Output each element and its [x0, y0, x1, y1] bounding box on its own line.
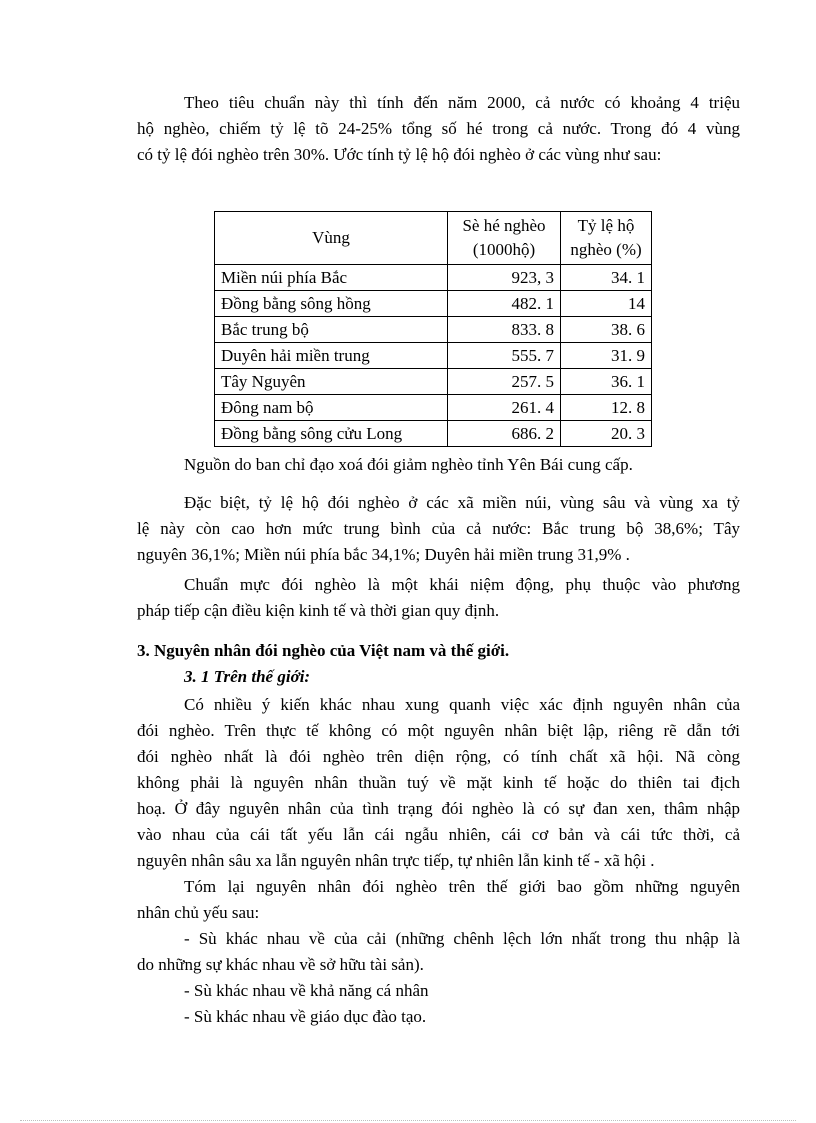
paragraph-standard: [137, 572, 740, 624]
table-row: [215, 343, 652, 369]
page-bottom-divider: [20, 1120, 796, 1121]
table-row: [215, 317, 652, 343]
cell-households: 833. 8: [448, 317, 561, 343]
text-line: Chuẩn mực đói nghèo là một khái niệm động, phụ thuộc vào phương: [184, 575, 740, 594]
text-line: đói nghèo nhất là đói nghèo trên diện rộng, có tính chất xã hội. Nã còng: [137, 747, 740, 766]
header-rate: [561, 212, 652, 265]
text-line: nguyên nhân sâu xa lẫn nguyên nhân trực tiếp, tự nhiên lẫn kinh tế - xã hội .: [137, 851, 655, 870]
table-row: [215, 369, 652, 395]
cell-households: 555. 7: [448, 343, 561, 369]
bullet-ability: - Sù khác nhau về khả năng cá nhân: [184, 981, 429, 1000]
bullet-wealth: [137, 926, 740, 978]
cell-households: 257. 5: [448, 369, 561, 395]
text-line: Có nhiều ý kiến khác nhau xung quanh việc xác định nguyên nhân của: [184, 695, 740, 714]
cell-rate: 34. 1: [561, 265, 652, 291]
text-line: do những sự khác nhau về sở hữu tài sản).: [137, 955, 424, 974]
cell-rate: 12. 8: [561, 395, 652, 421]
cell-region: Tây Nguyên: [215, 369, 448, 395]
cell-households: 923, 3: [448, 265, 561, 291]
cell-region: Bắc trung bộ: [215, 317, 448, 343]
header-rate-line1: Tỷ lệ hộ: [577, 216, 635, 235]
table-caption: Nguồn do ban chỉ đạo xoá đói giảm nghèo tỉnh Yên Bái cung cấp.: [184, 455, 633, 474]
text-line: Theo tiêu chuẩn này thì tính đến năm 2000, cả nước có khoảng 4 triệu: [184, 93, 740, 112]
text-line: đói nghèo. Trên thực tế không có một nguyên nhân biệt lập, riêng rẽ dẫn tới: [137, 721, 740, 740]
cell-region: Đồng bằng sông hồng: [215, 291, 448, 317]
text-line: - Sù khác nhau về của cải (những chênh lệch lớn nhất trong thu nhập là: [184, 929, 740, 948]
table-row: [215, 291, 652, 317]
text-line: Đặc biệt, tỷ lệ hộ đói nghèo ở các xã miền núi, vùng sâu và vùng xa tỷ: [184, 493, 740, 512]
cell-rate: 36. 1: [561, 369, 652, 395]
paragraph-special: [137, 490, 740, 568]
cell-region: Miền núi phía Bắc: [215, 265, 448, 291]
paragraph-causes: [137, 692, 740, 874]
table-row: [215, 421, 652, 447]
text-line: Tóm lại nguyên nhân đói nghèo trên thế giới bao gồm những nguyên: [184, 877, 740, 896]
cell-region: Đông nam bộ: [215, 395, 448, 421]
table-row: [215, 395, 652, 421]
header-rate-line2: nghèo (%): [570, 240, 642, 259]
text-line: nguyên 36,1%; Miền núi phía bắc 34,1%; Duyên hải miền trung 31,9% .: [137, 545, 630, 564]
table-header-row: [215, 212, 652, 265]
text-line: pháp tiếp cận điều kiện kinh tế và thời gian quy định.: [137, 601, 500, 620]
text-line: có tỷ lệ đói nghèo trên 30%. Ước tính tỷ lệ hộ đói nghèo ở các vùng như sau:: [137, 145, 662, 164]
section-subheading: 3. 1 Trên thế giới:: [184, 667, 311, 686]
cell-households: 482. 1: [448, 291, 561, 317]
text-line: hộ nghèo, chiếm tỷ lệ tõ 24-25% tổng số hé trong cả nước. Trong đó 4 vùng: [137, 119, 740, 138]
header-region: Vùng: [215, 212, 448, 265]
header-households: [448, 212, 561, 265]
table-row: [215, 265, 652, 291]
cell-rate: 31. 9: [561, 343, 652, 369]
cell-households: 686. 2: [448, 421, 561, 447]
cell-region: Duyên hải miền trung: [215, 343, 448, 369]
cell-region: Đồng bằng sông cửu Long: [215, 421, 448, 447]
cell-households: 261. 4: [448, 395, 561, 421]
header-households-line2: (1000hộ): [472, 240, 536, 259]
poverty-table: [214, 211, 652, 447]
text-line: nhân chủ yếu sau:: [137, 903, 260, 922]
section-heading: 3. Nguyên nhân đói nghèo của Việt nam và thế giới.: [137, 641, 510, 660]
bullet-education: - Sù khác nhau về giáo dục đào tạo.: [184, 1007, 427, 1026]
intro-paragraph: [137, 90, 740, 168]
cell-rate: 14: [561, 291, 652, 317]
cell-rate: 20. 3: [561, 421, 652, 447]
text-line: hoạ. Ở đây nguyên nhân của tình trạng đói nghèo là có sự đan xen, thâm nhập: [137, 799, 740, 818]
header-households-line1: Sè hé nghèo: [462, 216, 546, 235]
text-line: lệ này còn cao hơn mức trung bình của cả nước: Bắc trung bộ 38,6%; Tây: [137, 519, 740, 538]
cell-rate: 38. 6: [561, 317, 652, 343]
text-line: vào nhau của cái tất yếu lẫn cái ngẫu nhiên, cái cơ bản và cái tức thời, cả: [137, 825, 740, 844]
paragraph-summary: [137, 874, 740, 926]
text-line: không phải là nguyên nhân thuần tuý về mặt kinh tế hoặc do thiên tai địch: [137, 773, 740, 792]
